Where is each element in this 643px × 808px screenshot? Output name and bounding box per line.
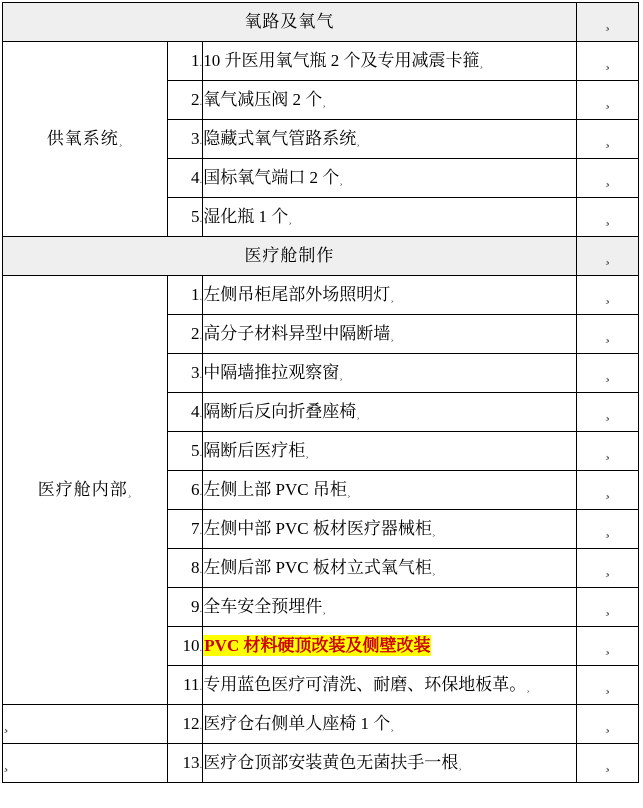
row-number: 11. <box>168 666 203 705</box>
category-oxygen-system <box>3 42 168 237</box>
row-item: 高分子材料异型中隔断墙¸ <box>203 315 577 354</box>
row-item: 国标氧气端口 2 个¸ <box>203 159 577 198</box>
row-number: 7. <box>168 510 203 549</box>
table-row <box>3 237 639 276</box>
category-mark: ¸ <box>127 485 133 498</box>
row-number: 5. <box>168 432 203 471</box>
row-item: 氧气减压阀 2 个¸ <box>203 81 577 120</box>
row-number: 3. <box>168 354 203 393</box>
row-note: ¸ <box>576 432 638 471</box>
category-label: 医疗舱内部 <box>37 479 128 499</box>
row-note: ¸ <box>576 510 638 549</box>
table-row <box>3 744 639 783</box>
table-row <box>3 705 639 744</box>
specification-table <box>2 2 639 783</box>
row-item: 隔断后医疗柜¸ <box>203 432 577 471</box>
row-item: 左侧中部 PVC 板材医疗器械柜¸ <box>203 510 577 549</box>
row-note: ¸ <box>576 276 638 315</box>
section-note: ¸ <box>576 237 638 276</box>
row-note: ¸ <box>576 471 638 510</box>
table-row <box>3 3 639 42</box>
row-note: ¸ <box>576 627 638 666</box>
row-note: ¸ <box>576 549 638 588</box>
row-note: ¸ <box>576 393 638 432</box>
row-number: 1. <box>168 276 203 315</box>
row-note: ¸ <box>576 666 638 705</box>
row-number: 2. <box>168 315 203 354</box>
table-row <box>3 276 639 315</box>
section-title-oxygen: 氧路及氧气 <box>3 3 577 42</box>
row-item: 全车安全预埋件¸ <box>203 588 577 627</box>
row-item: 隐藏式氧气管路系统¸ <box>203 120 577 159</box>
row-item: 左侧吊柜尾部外场照明灯¸ <box>203 276 577 315</box>
table-row <box>3 42 639 81</box>
row-number: 12. <box>168 705 203 744</box>
row-note: ¸ <box>576 81 638 120</box>
document-page <box>0 2 643 808</box>
category-mark: ¸ <box>118 134 124 147</box>
row-item: 专用蓝色医疗可清洗、耐磨、环保地板革。¸ <box>203 666 577 705</box>
row-item-highlighted: PVC 材料硬顶改装及侧壁改装 <box>203 627 577 666</box>
row-number: 2. <box>168 81 203 120</box>
row-note: ¸ <box>576 159 638 198</box>
row-item: 左侧后部 PVC 板材立式氧气柜¸ <box>203 549 577 588</box>
row-note: ¸ <box>576 120 638 159</box>
section-title-medical-cabin: 医疗舱制作 <box>3 237 577 276</box>
row-item: 隔断后反向折叠座椅¸ <box>203 393 577 432</box>
category-label: 供氧系统 <box>46 128 119 148</box>
category-medical-cabin-interior <box>3 276 168 705</box>
row-number: 13. <box>168 744 203 783</box>
row-note: ¸ <box>576 705 638 744</box>
row-item: 10 升医用氧气瓶 2 个及专用减震卡箍¸ <box>203 42 577 81</box>
row-number: 10. <box>168 627 203 666</box>
row-item: 医疗仓右侧单人座椅 1 个¸ <box>203 705 577 744</box>
row-note: ¸ <box>576 42 638 81</box>
row-number: 4. <box>168 393 203 432</box>
row-number: 3. <box>168 120 203 159</box>
section-note: ¸ <box>576 3 638 42</box>
row-item: 中隔墙推拉观察窗¸ <box>203 354 577 393</box>
row-item: 湿化瓶 1 个¸ <box>203 198 577 237</box>
row-note: ¸ <box>576 198 638 237</box>
row-note: ¸ <box>576 315 638 354</box>
row-note: ¸ <box>576 744 638 783</box>
row-number: 9. <box>168 588 203 627</box>
row-note: ¸ <box>576 588 638 627</box>
row-item: 医疗仓顶部安装黄色无菌扶手一根¸ <box>203 744 577 783</box>
row-number: 6. <box>168 471 203 510</box>
row-number: 5. <box>168 198 203 237</box>
category-empty: ¸ <box>3 705 168 744</box>
row-number: 1. <box>168 42 203 81</box>
category-empty: ¸ <box>3 744 168 783</box>
row-item: 左侧上部 PVC 吊柜¸ <box>203 471 577 510</box>
row-note: ¸ <box>576 354 638 393</box>
row-number: 8. <box>168 549 203 588</box>
row-number: 4. <box>168 159 203 198</box>
